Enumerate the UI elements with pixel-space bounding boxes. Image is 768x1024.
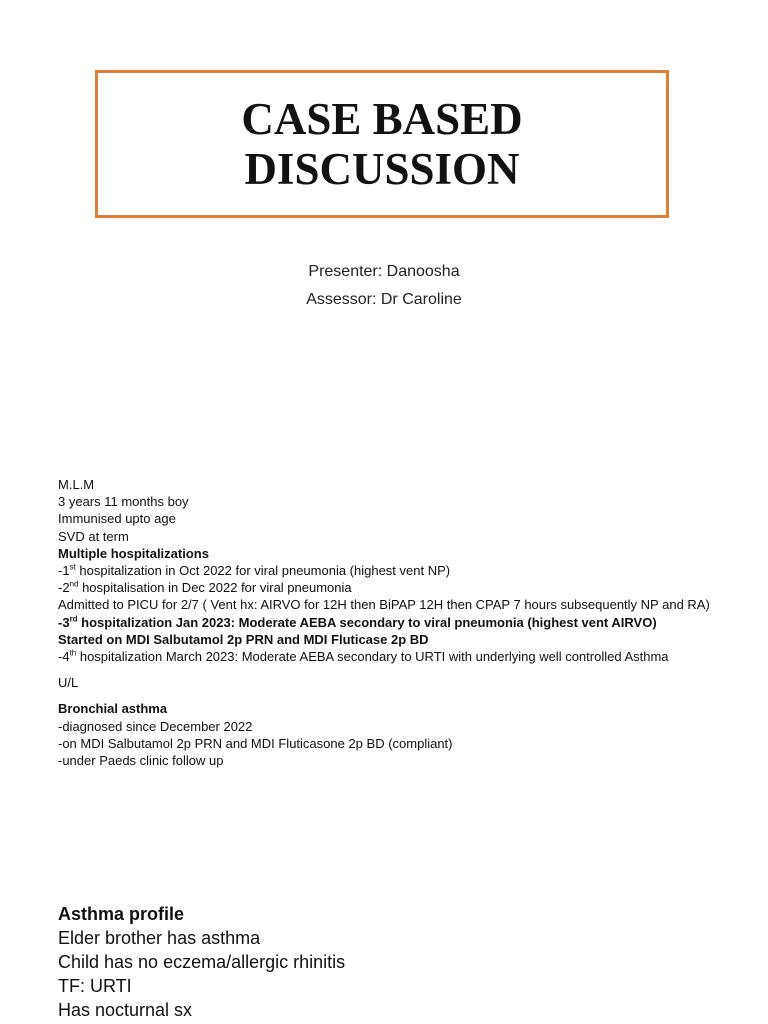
bronchial-item: -diagnosed since December 2022 (58, 718, 253, 734)
assessor-text: Assessor: Dr Caroline (306, 291, 462, 308)
title-line-1: CASE BASED (241, 94, 523, 144)
asthma-profile-item: TF: URTI (58, 976, 132, 996)
title-line-2: DISCUSSION (244, 144, 520, 194)
immunisation-status: Immunised upto age (58, 511, 176, 527)
title-box (95, 70, 669, 218)
asthma-profile (58, 902, 738, 1022)
picu-admission: Admitted to PICU for 2/7 ( Vent hx: AIRVO for 12H then BiPAP 12H then CPAP 7 hours subsequently NP and RA) (58, 597, 710, 613)
hospitalizations-heading: Multiple hospitalizations (58, 545, 209, 561)
hospitalization-3: -3rd hospitalization Jan 2023: Moderate AEBA secondary to viral pneumonia (highest vent AIRVO) (58, 614, 657, 630)
hospitalization-4: -4th hospitalization March 2023: Moderate AEBA secondary to URTI with underlying well controlled Asthma (58, 648, 669, 665)
hospitalization-2: -2nd hospitalisation in Dec 2022 for viral pneumonia (58, 579, 352, 596)
asthma-profile-item: Has nocturnal sx (58, 1000, 193, 1020)
hospitalization-3-treatment: Started on MDI Salbutamol 2p PRN and MDI Fluticase 2p BD (58, 631, 429, 647)
bronchial-heading: Bronchial asthma (58, 701, 168, 717)
presenter-text: Presenter: Danoosha (308, 263, 460, 280)
birth-history: SVD at term (58, 528, 129, 544)
bronchial-item: -under Paeds clinic follow up (58, 753, 224, 769)
asthma-profile-heading: Asthma profile (58, 904, 185, 924)
presenter-block (0, 258, 768, 314)
patient-initials: M.L.M (58, 477, 95, 492)
asthma-profile-item: Elder brother has asthma (58, 928, 261, 948)
ul-label: U/L (58, 675, 79, 691)
asthma-profile-item: Child has no eczema/allergic rhinitis (58, 952, 346, 972)
hospitalization-1: -1st hospitalization in Oct 2022 for viral pneumonia (highest vent NP) (58, 562, 451, 579)
patient-age-sex: 3 years 11 months boy (58, 494, 189, 510)
case-notes (58, 476, 718, 769)
bronchial-item: -on MDI Salbutamol 2p PRN and MDI Fluticasone 2p BD (compliant) (58, 735, 453, 751)
